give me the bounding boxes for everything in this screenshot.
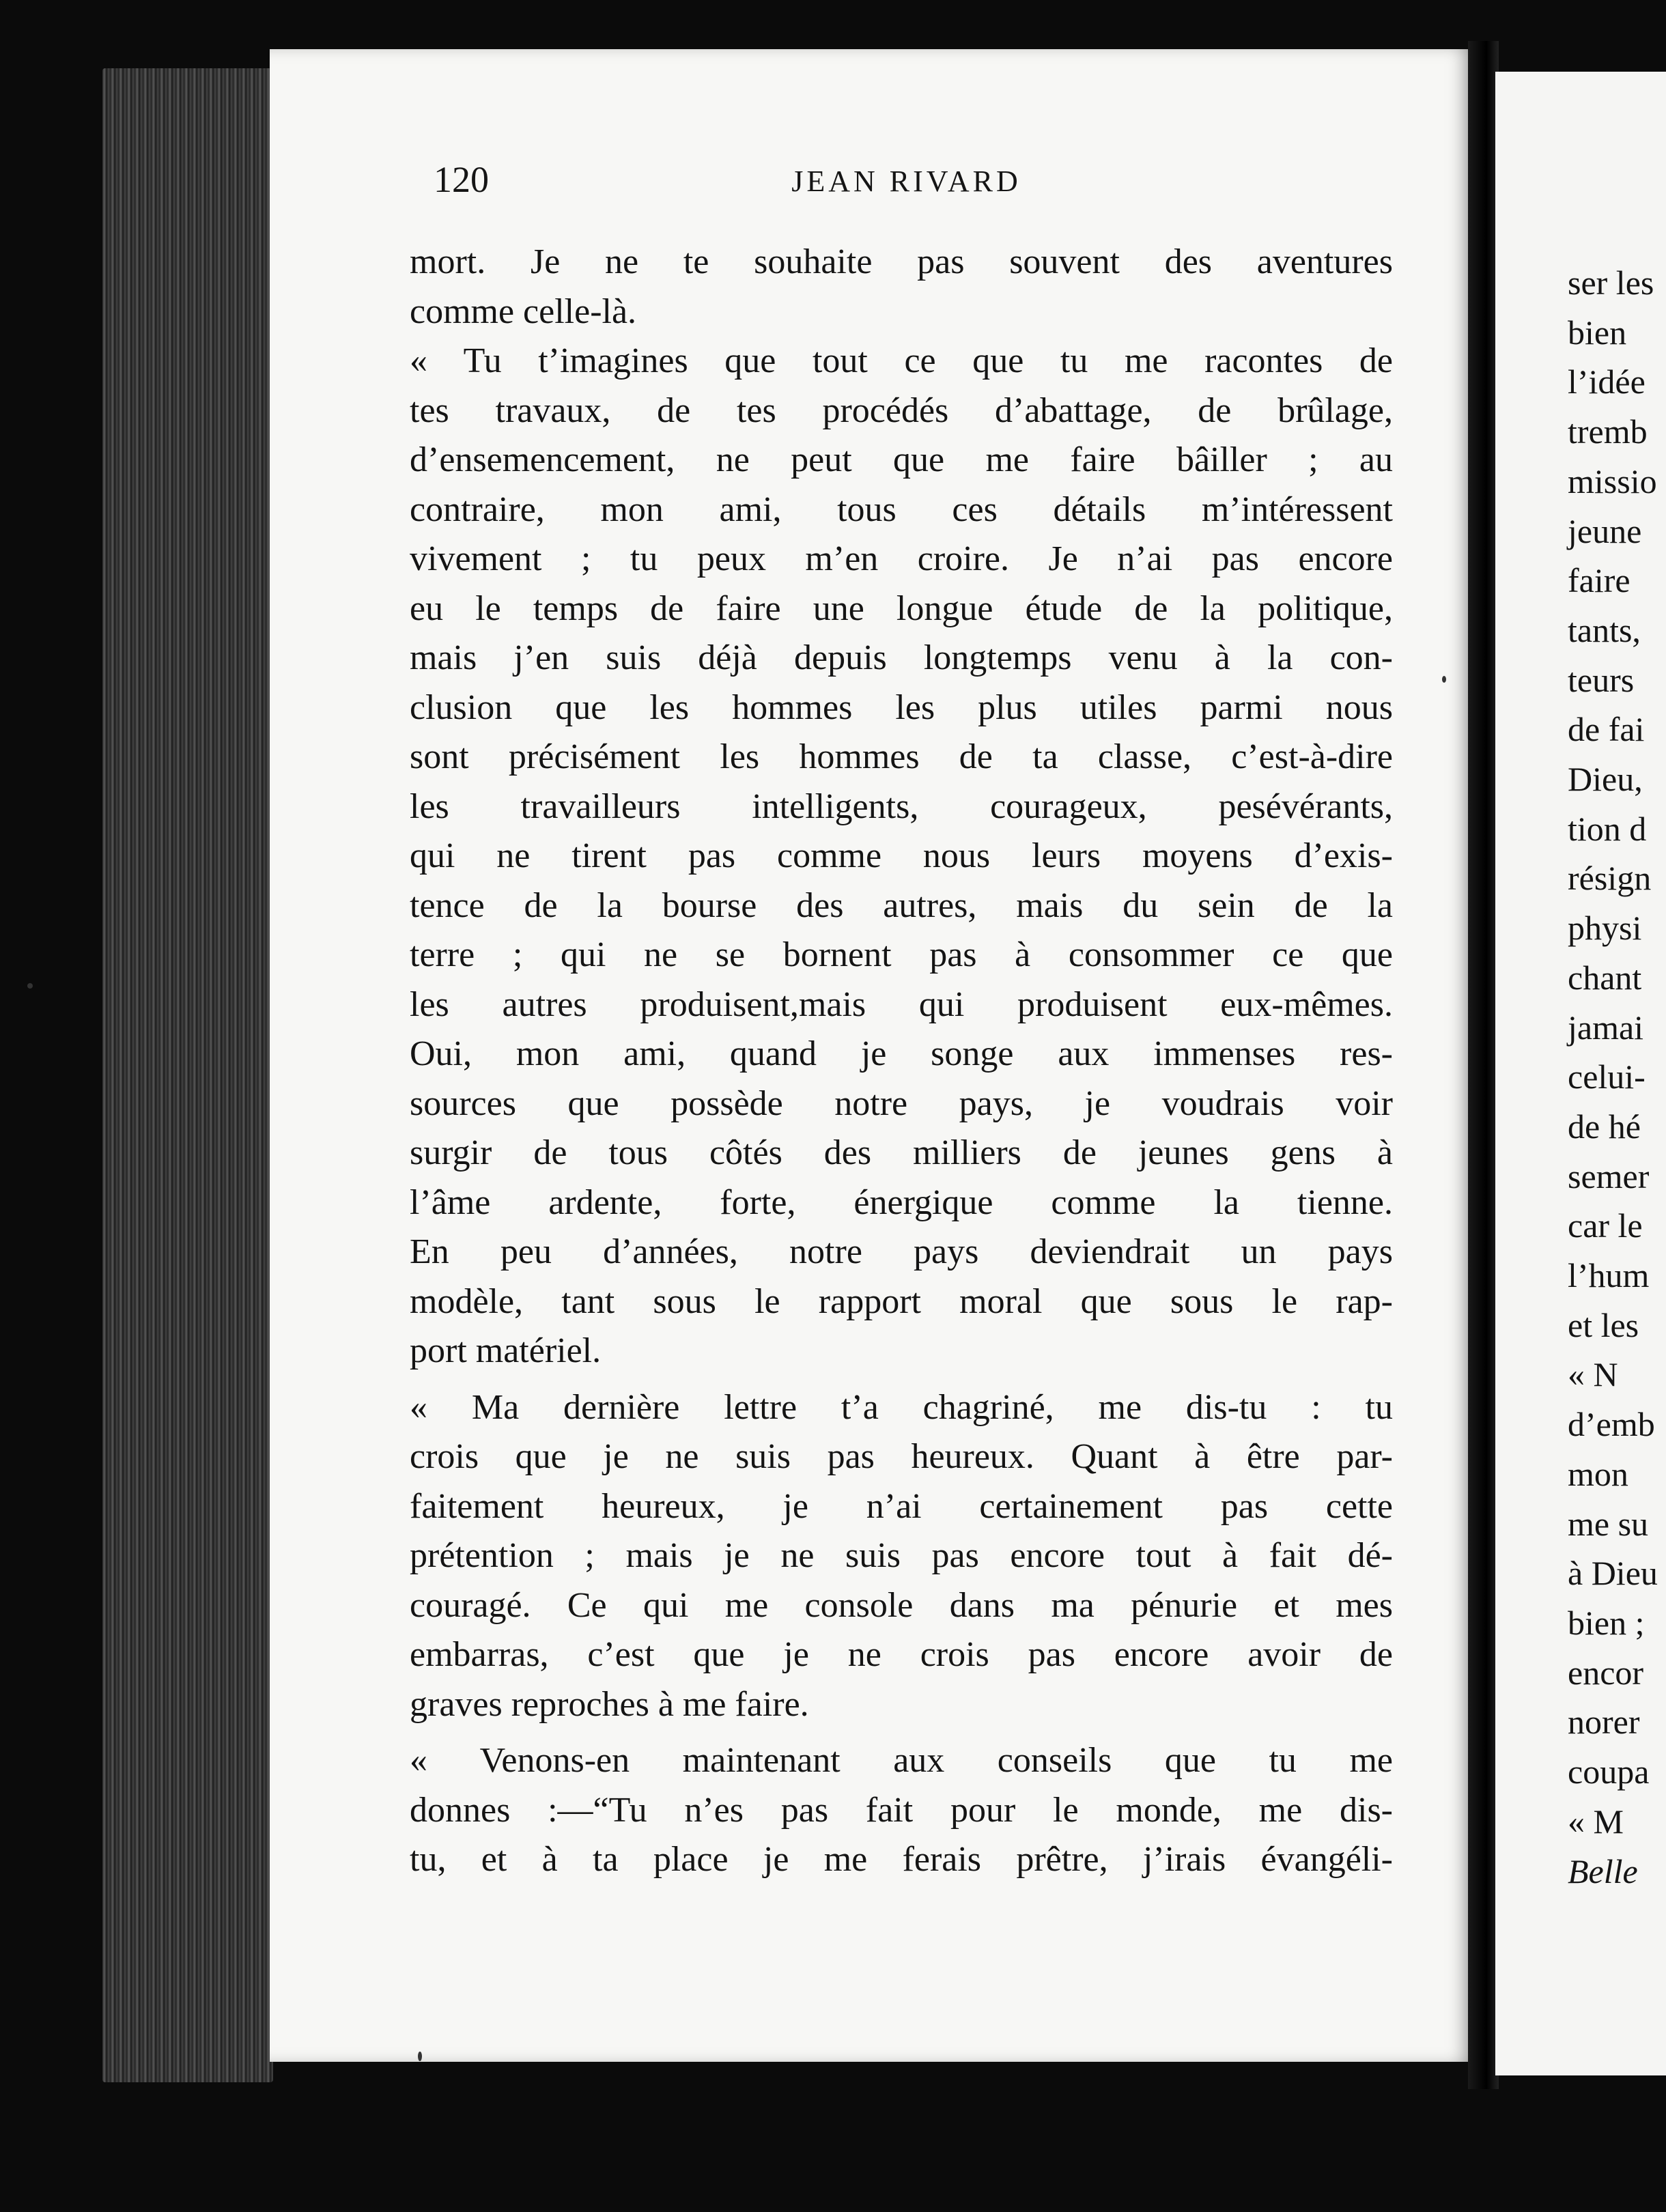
- text-line: Oui, mon ami, quand je songe aux immenses res-: [410, 1034, 1393, 1073]
- text-line: mais j’en suis déjà depuis longtemps venu à la con-: [410, 638, 1393, 677]
- text-line: encor: [1568, 1653, 1644, 1692]
- text-line: embarras, c’est que je ne crois pas encore avoir de: [410, 1635, 1393, 1674]
- text-line: « Tu t’imagines que tout ce que tu me racontes de: [410, 341, 1393, 380]
- text-line: tion d: [1568, 809, 1647, 848]
- text-line: tence de la bourse des autres, mais du sein de la: [410, 885, 1393, 925]
- page-edges: [102, 68, 273, 2082]
- running-head: [434, 158, 1379, 213]
- text-line: car le: [1568, 1206, 1643, 1245]
- scan-speck: [1442, 676, 1446, 683]
- text-line: mort. Je ne te souhaite pas souvent des aventures: [410, 242, 1393, 281]
- text-line: surgir de tous côtés des milliers de jeunes gens à: [410, 1133, 1393, 1172]
- text-line: de hé: [1568, 1107, 1641, 1146]
- text-line: bien: [1568, 313, 1627, 352]
- text-line: sources que possède notre pays, je voudrais voir: [410, 1083, 1393, 1123]
- text-line: jamai: [1568, 1008, 1644, 1047]
- text-line: Dieu,: [1568, 760, 1643, 799]
- text-line: modèle, tant sous le rapport moral que sous le rap-: [410, 1281, 1393, 1321]
- text-line: « N: [1568, 1355, 1618, 1394]
- text-line: « Ma dernière lettre t’a chagriné, me dis-tu : tu: [410, 1387, 1393, 1427]
- text-line: eu le temps de faire une longue étude de la politique,: [410, 589, 1393, 628]
- text-line: comme celle-là.: [410, 292, 637, 331]
- text-line: prétention ; mais je ne suis pas encore tout à fait dé-: [410, 1536, 1393, 1575]
- text-line: ser les: [1568, 264, 1654, 302]
- text-line: sont précisément les hommes de ta classe, c’est-à-dire: [410, 737, 1393, 776]
- text-line: port matériel.: [410, 1331, 602, 1370]
- text-line: résign: [1568, 859, 1652, 898]
- text-line: graves reproches à me faire.: [410, 1684, 809, 1724]
- text-line: tremb: [1568, 412, 1648, 451]
- running-title: JEAN RIVARD: [791, 165, 1021, 198]
- text-line: tu, et à ta place je me ferais prêtre, j’irais évangéli-: [410, 1840, 1393, 1879]
- text-line: de fai: [1568, 710, 1645, 749]
- scan-speck: [27, 983, 33, 989]
- text-line: bien ;: [1568, 1603, 1645, 1642]
- text-line: tants,: [1568, 610, 1641, 649]
- text-line: faitement heureux, je n’ai certainement pas cette: [410, 1486, 1393, 1526]
- text-line: les travailleurs intelligents, courageux, pesévérants,: [410, 786, 1393, 826]
- text-line: coupa: [1568, 1753, 1650, 1791]
- text-line: couragé. Ce qui me console dans ma pénurie et mes: [410, 1585, 1393, 1625]
- text-line: crois que je ne suis pas heureux. Quant à être par-: [410, 1437, 1393, 1476]
- text-line: contraire, mon ami, tous ces détails m’intéressent: [410, 490, 1393, 529]
- text-line: tes travaux, de tes procédés d’abattage, de brûlage,: [410, 391, 1393, 430]
- text-line: vivement ; tu peux m’en croire. Je n’ai pas encore: [410, 539, 1393, 578]
- body-text: [410, 238, 1393, 1885]
- text-line: « M: [1568, 1802, 1624, 1841]
- text-line: me su: [1568, 1504, 1649, 1543]
- text-line: et les: [1568, 1305, 1639, 1344]
- scan-speck: [418, 2052, 422, 2061]
- text-line: mon: [1568, 1454, 1628, 1493]
- text-line: faire: [1568, 561, 1630, 600]
- text-line: qui ne tirent pas comme nous leurs moyens d’exis-: [410, 836, 1393, 875]
- text-line: l’hum: [1568, 1256, 1650, 1295]
- text-line: jeune: [1568, 511, 1642, 550]
- text-line: teurs: [1568, 660, 1635, 699]
- text-line: terre ; qui ne se bornent pas à consommer ce que: [410, 935, 1393, 974]
- text-line: l’âme ardente, forte, énergique comme la tienne.: [410, 1182, 1393, 1222]
- text-line: chant: [1568, 958, 1642, 997]
- text-line: semer: [1568, 1157, 1650, 1195]
- text-line: clusion que les hommes les plus utiles parmi nous: [410, 687, 1393, 727]
- text-line: Belle: [1568, 1852, 1638, 1890]
- text-line: celui-: [1568, 1058, 1646, 1096]
- text-line: à Dieu: [1568, 1554, 1658, 1593]
- text-line: norer: [1568, 1703, 1640, 1742]
- right-page-text: [1568, 258, 1666, 1896]
- text-line: donnes :—“Tu n’es pas fait pour le monde, me dis-: [410, 1790, 1393, 1830]
- text-line: missio: [1568, 462, 1657, 500]
- text-line: physi: [1568, 909, 1642, 948]
- text-line: l’idée: [1568, 363, 1646, 401]
- text-line: En peu d’années, notre pays deviendrait un pays: [410, 1232, 1393, 1271]
- book-gutter: [1468, 41, 1499, 2089]
- page-number: 120: [434, 159, 489, 200]
- text-line: les autres produisent,mais qui produisent eux-mêmes.: [410, 984, 1393, 1024]
- text-line: « Venons-en maintenant aux conseils que tu me: [410, 1741, 1393, 1780]
- text-line: d’emb: [1568, 1405, 1655, 1444]
- text-line: d’ensemencement, ne peut que me faire bâiller ; au: [410, 440, 1393, 479]
